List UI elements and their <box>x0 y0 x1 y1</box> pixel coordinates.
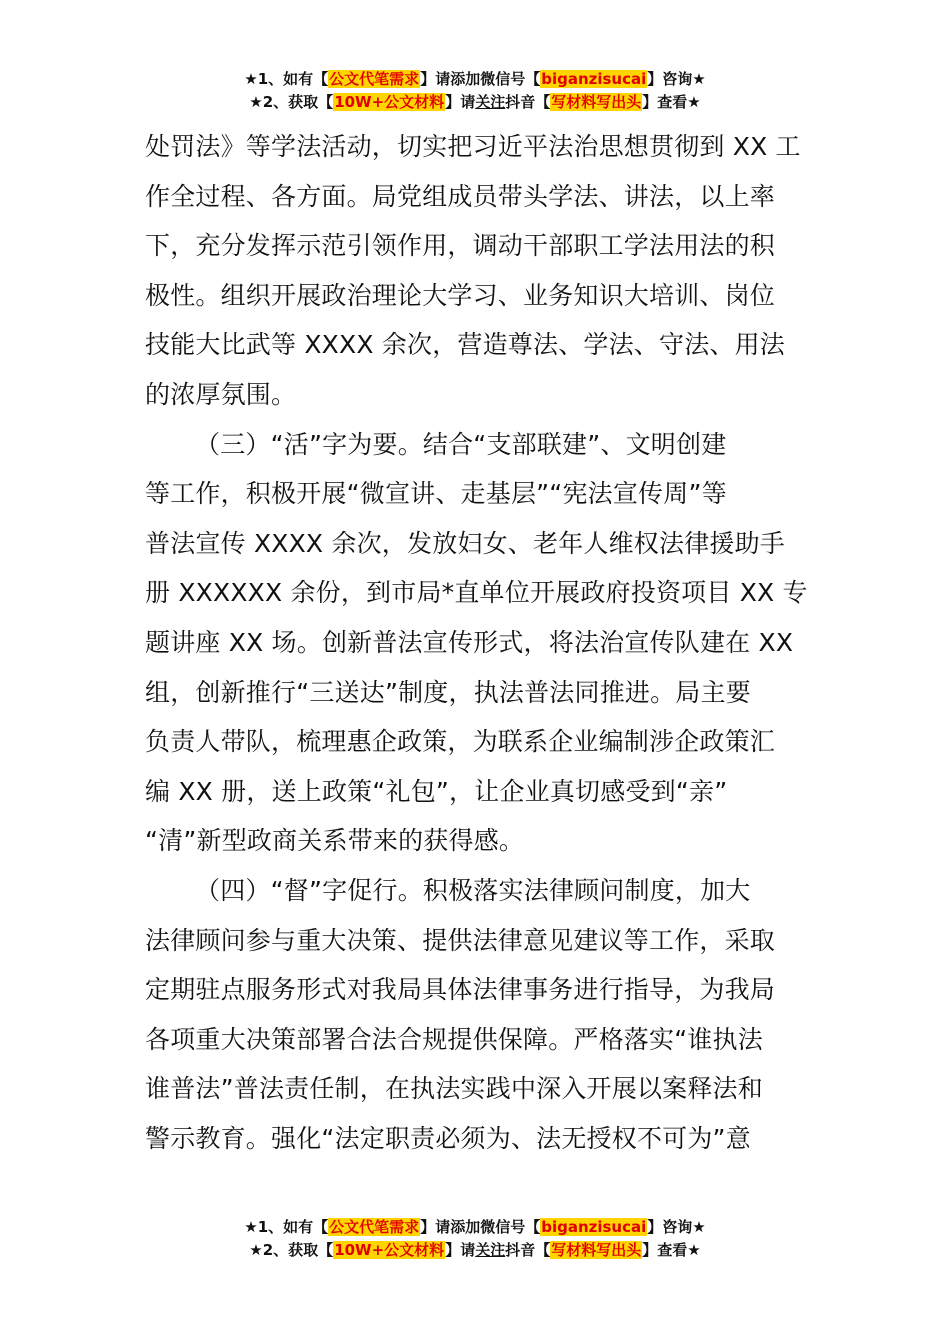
text-line: 谁普法”普法责任制，在执法实践中深入开展以案释法和 <box>145 1074 763 1104</box>
text-line: “清”新型政商关系带来的获得感。 <box>145 826 525 856</box>
highlight-materials: 10W+公文材料 <box>334 93 445 111</box>
text-line: 编 XX 册，送上政策“礼包”，让企业真切感受到“亲” <box>145 776 728 806</box>
text-line: 组，创新推行“三送达”制度，执法普法同推进。局主要 <box>145 677 751 707</box>
section-heading-line: （三）“活”字为要。结合“支部联建”、文明创建 <box>195 429 727 459</box>
text-line: 等工作，积极开展“微宣讲、走基层”“宪法宣传周”等 <box>145 479 727 509</box>
text-line: 题讲座 XX 场。创新普法宣传形式，将法治宣传队建在 XX <box>145 627 794 657</box>
banner-line-2: ★2、获取【10W+公文材料】请关注抖音【写材料写出头】查看★ <box>249 93 701 111</box>
text-line: 负责人带队，梳理惠企政策，为联系企业编制涉企政策汇 <box>145 727 776 757</box>
header-banner <box>0 68 950 114</box>
highlight-wechat-id: biganzisucai <box>541 70 647 88</box>
highlight-douyin-account: 写材料写出头 <box>551 93 642 111</box>
footer-banner <box>0 1216 950 1262</box>
highlight-ghostwriting: 公文代笔需求 <box>329 70 420 88</box>
text-line: 作全过程、各方面。局党组成员带头学法、讲法，以上率 <box>145 181 776 211</box>
banner-line-1: ★1、如有【公文代笔需求】请添加微信号【biganzisucai】咨询★ <box>244 70 706 88</box>
banner-line-2: ★2、获取【10W+公文材料】请关注抖音【写材料写出头】查看★ <box>249 1241 701 1259</box>
highlight-ghostwriting: 公文代笔需求 <box>329 1218 420 1236</box>
text-line: 定期驻点服务形式对我局具体法律事务进行指导，为我局 <box>145 975 776 1005</box>
text-line: 技能大比武等 XXXX 余次，营造尊法、学法、守法、用法 <box>145 330 786 360</box>
text-line: 的浓厚氛围。 <box>145 379 297 409</box>
text-line: 极性。组织开展政治理论大学习、业务知识大培训、岗位 <box>145 280 776 310</box>
highlight-materials: 10W+公文材料 <box>334 1241 445 1259</box>
highlight-douyin-account: 写材料写出头 <box>551 1241 642 1259</box>
text-line: 下，充分发挥示范引领作用，调动干部职工学法用法的积 <box>145 231 776 261</box>
text-line: 普法宣传 XXXX 余次，发放妇女、老年人维权法律援助手 <box>145 528 786 558</box>
highlight-wechat-id: biganzisucai <box>541 1218 647 1236</box>
text-line: 处罚法》等学法活动，切实把习近平法治思想贯彻到 XX 工 <box>145 132 801 161</box>
text-line: 警示教育。强化“法定职责必须为、法无授权不可为”意 <box>145 1123 751 1153</box>
banner-line-1: ★1、如有【公文代笔需求】请添加微信号【biganzisucai】咨询★ <box>244 1218 706 1236</box>
document-body <box>145 122 807 1163</box>
text-line: 各项重大决策部署合法合规提供保障。严格落实“谁执法 <box>145 1024 763 1054</box>
text-line: 册 XXXXXX 余份，到市局*直单位开展政府投资项目 XX 专 <box>145 578 808 608</box>
text-line: 法律顾问参与重大决策、提供法律意见建议等工作，采取 <box>145 925 776 955</box>
section-heading-line: （四）“督”字促行。积极落实法律顾问制度，加大 <box>195 875 751 905</box>
